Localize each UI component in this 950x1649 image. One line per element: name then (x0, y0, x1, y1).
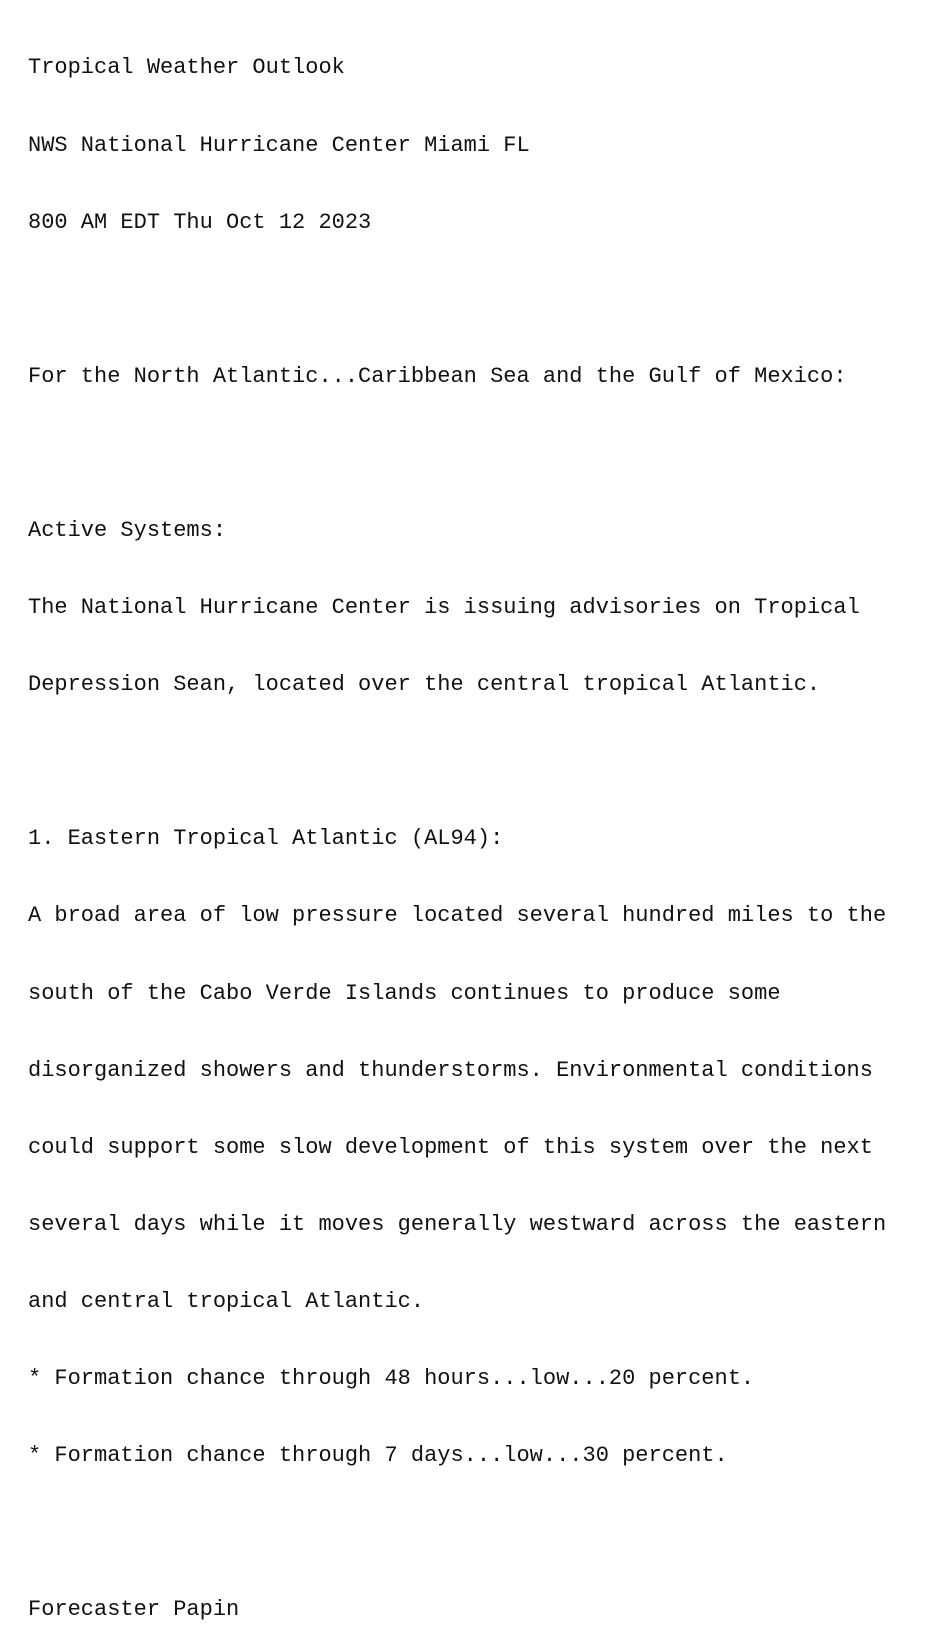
weather-outlook-document (28, 4, 938, 1649)
spacer (28, 749, 938, 775)
active-systems-heading: Active Systems: (28, 517, 227, 543)
disturbance-line: A broad area of low pressure located several hundred miles to the (28, 903, 887, 929)
spacer (28, 441, 938, 467)
disturbance-line: south of the Cabo Verde Islands continues to produce some (28, 980, 781, 1006)
active-systems-line: The National Hurricane Center is issuing advisories on Tropical (28, 595, 860, 621)
disturbance-line: disorganized showers and thunderstorms. Environmental conditions (28, 1057, 873, 1083)
formation-chance-48h: * Formation chance through 48 hours...low...20 percent. (28, 1366, 755, 1391)
spacer (28, 1520, 938, 1546)
formation-chance-7d: * Formation chance through 7 days...low...30 percent. (28, 1443, 728, 1469)
active-systems-line: Depression Sean, located over the central tropical Atlantic. (28, 672, 821, 698)
outlook-title: Tropical Weather Outlook (28, 55, 345, 81)
disturbance-heading: 1. Eastern Tropical Atlantic (AL94): (28, 826, 504, 852)
forecaster-signature: Forecaster Papin (28, 1597, 240, 1623)
issue-time: 800 AM EDT Thu Oct 12 2023 (28, 209, 372, 235)
disturbance-line: could support some slow development of this system over the next (28, 1134, 873, 1160)
issuing-office: NWS National Hurricane Center Miami FL (28, 132, 530, 158)
outlook-scope: For the North Atlantic...Caribbean Sea and the Gulf of Mexico: (28, 363, 847, 389)
disturbance-line: and central tropical Atlantic. (28, 1288, 425, 1314)
disturbance-line: several days while it moves generally westward across the eastern (28, 1211, 887, 1237)
spacer (28, 287, 938, 313)
